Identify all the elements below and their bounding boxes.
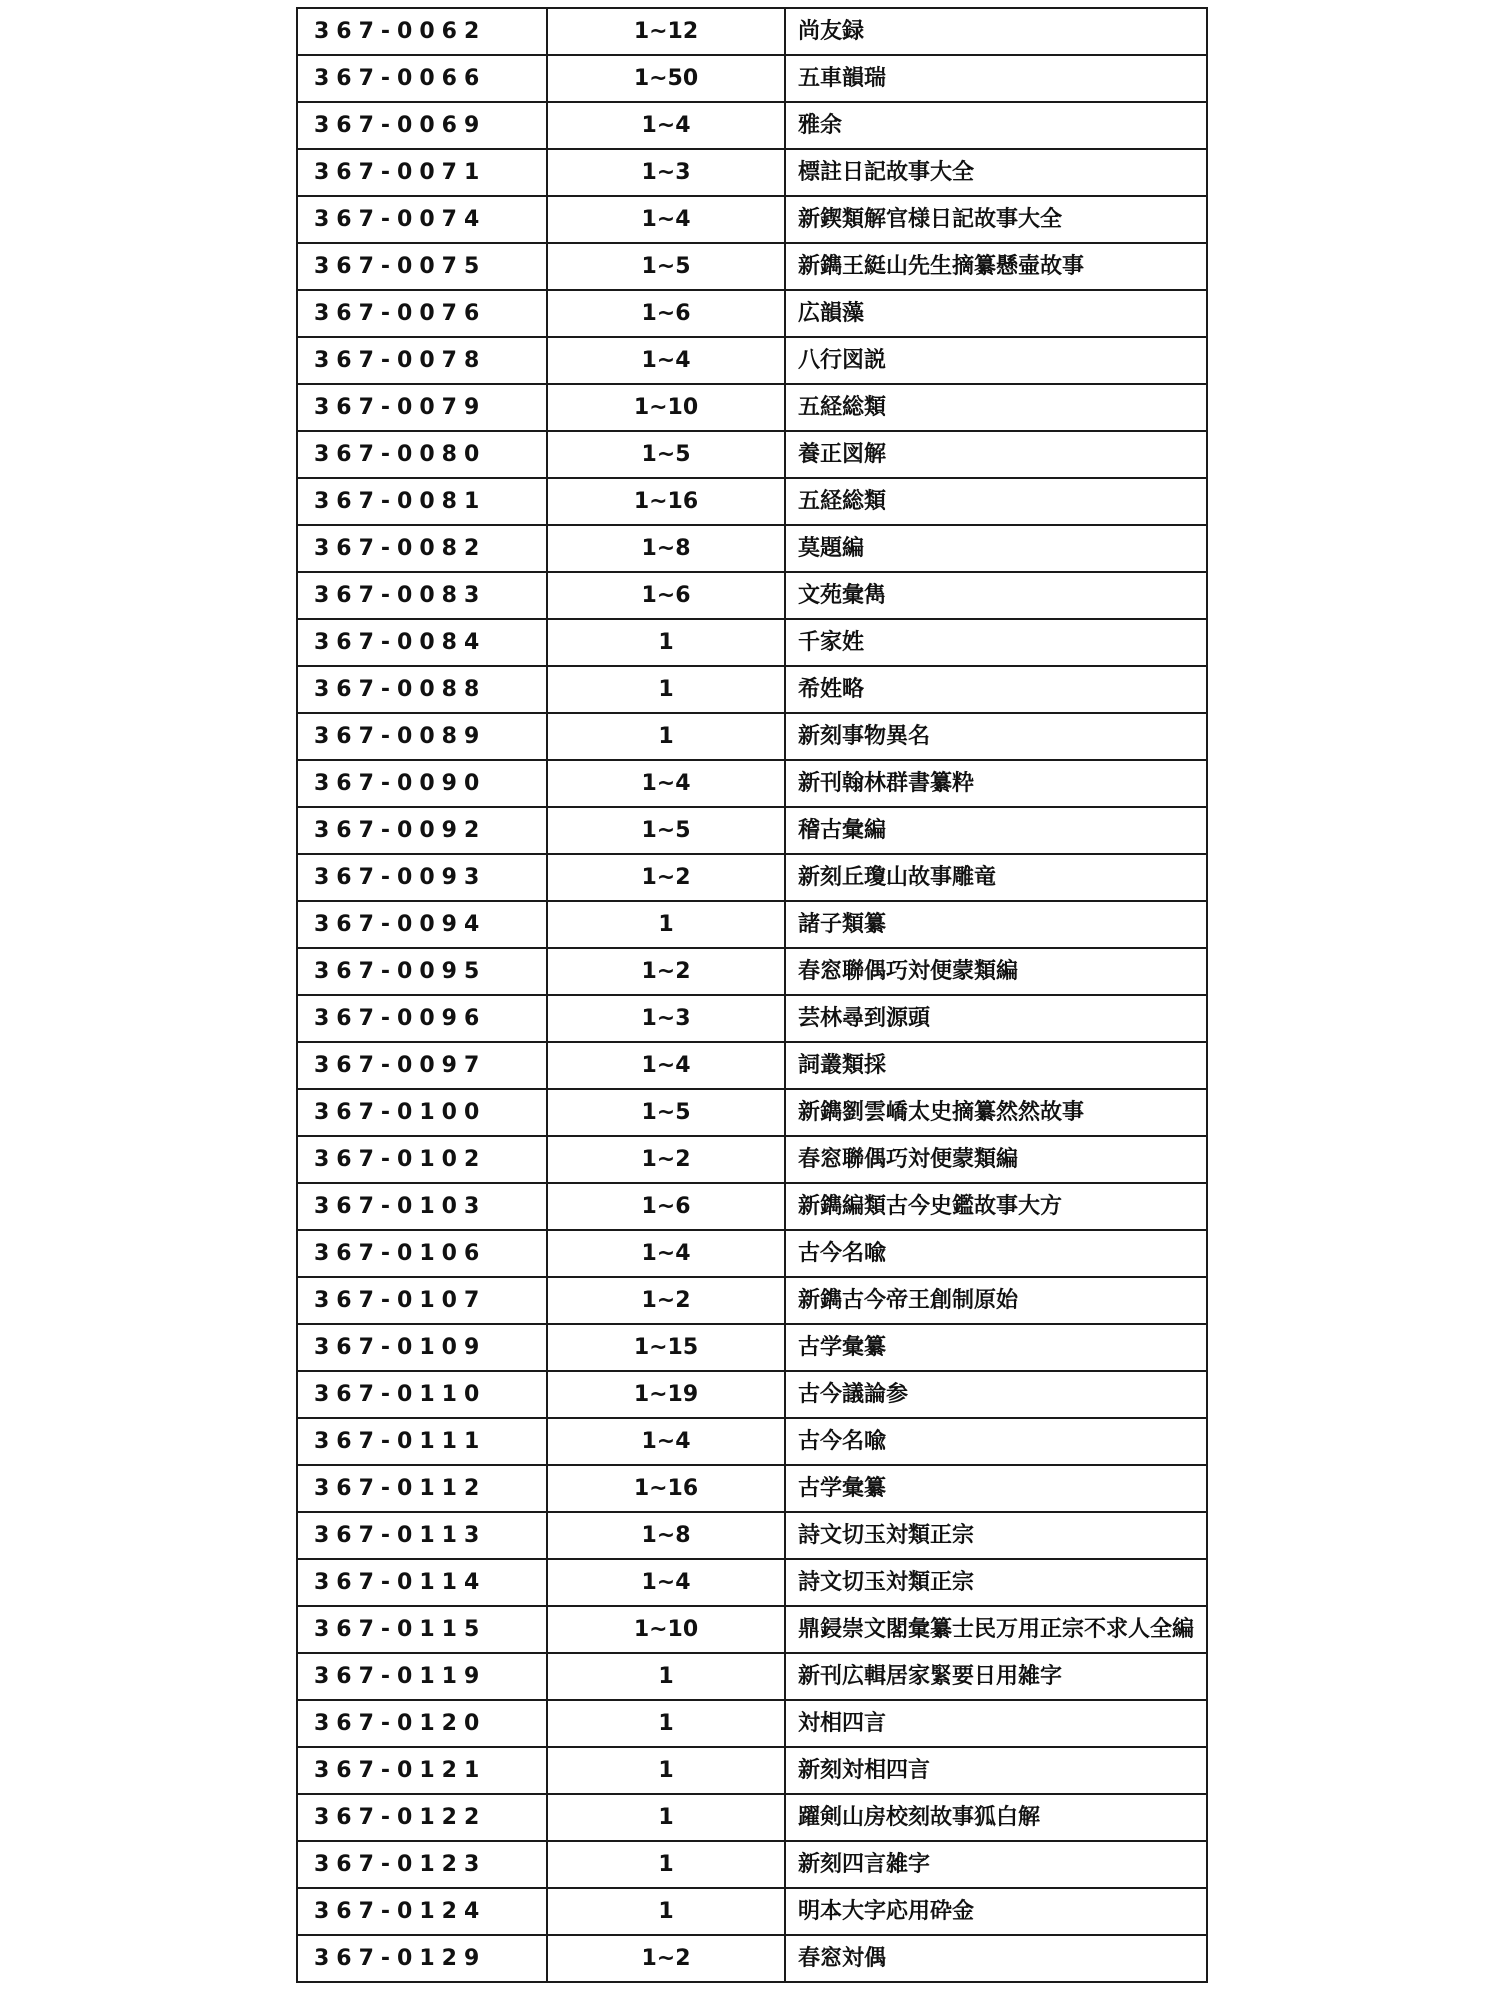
call-number-cell: 367-0084 (297, 619, 547, 666)
title-cell: 古学彙纂 (785, 1465, 1207, 1512)
call-number-cell: 367-0120 (297, 1700, 547, 1747)
call-number-cell: 367-0075 (297, 243, 547, 290)
call-number-cell: 367-0076 (297, 290, 547, 337)
title-cell: 鼎鋟崇文閣彙纂士民万用正宗不求人全編 (785, 1606, 1207, 1653)
call-number-cell: 367-0107 (297, 1277, 547, 1324)
volume-range-cell: 1~4 (547, 1559, 785, 1606)
table-row (297, 854, 1207, 901)
volume-range-cell: 1~2 (547, 1935, 785, 1982)
volume-range-cell: 1~19 (547, 1371, 785, 1418)
volume-range-cell: 1 (547, 1841, 785, 1888)
table-row (297, 1465, 1207, 1512)
catalog-body (297, 8, 1207, 1982)
title-cell: 五経総類 (785, 384, 1207, 431)
table-row (297, 901, 1207, 948)
call-number-cell: 367-0081 (297, 478, 547, 525)
table-row (297, 149, 1207, 196)
table-row (297, 666, 1207, 713)
table-row (297, 1841, 1207, 1888)
volume-range-cell: 1 (547, 1747, 785, 1794)
volume-range-cell: 1~4 (547, 196, 785, 243)
table-row (297, 713, 1207, 760)
volume-range-cell: 1~6 (547, 572, 785, 619)
volume-range-cell: 1~10 (547, 1606, 785, 1653)
volume-range-cell: 1~6 (547, 1183, 785, 1230)
volume-range-cell: 1 (547, 901, 785, 948)
title-cell: 春窓聯偶巧対便蒙類編 (785, 1136, 1207, 1183)
volume-range-cell: 1~10 (547, 384, 785, 431)
table-row (297, 1324, 1207, 1371)
call-number-cell: 367-0092 (297, 807, 547, 854)
title-cell: 対相四言 (785, 1700, 1207, 1747)
title-cell: 新刻四言雑字 (785, 1841, 1207, 1888)
table-row (297, 1606, 1207, 1653)
call-number-cell: 367-0123 (297, 1841, 547, 1888)
call-number-cell: 367-0062 (297, 8, 547, 55)
call-number-cell: 367-0112 (297, 1465, 547, 1512)
title-cell: 新刻対相四言 (785, 1747, 1207, 1794)
table-row (297, 1371, 1207, 1418)
title-cell: 新刻丘瓊山故事雕竜 (785, 854, 1207, 901)
call-number-cell: 367-0122 (297, 1794, 547, 1841)
volume-range-cell: 1~16 (547, 1465, 785, 1512)
table-row (297, 55, 1207, 102)
title-cell: 広韻藻 (785, 290, 1207, 337)
table-row (297, 337, 1207, 384)
title-cell: 新鐫古今帝王創制原始 (785, 1277, 1207, 1324)
title-cell: 芸林尋到源頭 (785, 995, 1207, 1042)
table-row (297, 290, 1207, 337)
call-number-cell: 367-0096 (297, 995, 547, 1042)
call-number-cell: 367-0102 (297, 1136, 547, 1183)
title-cell: 諸子類纂 (785, 901, 1207, 948)
call-number-cell: 367-0078 (297, 337, 547, 384)
volume-range-cell: 1~2 (547, 948, 785, 995)
table-row (297, 478, 1207, 525)
title-cell: 詩文切玉対類正宗 (785, 1559, 1207, 1606)
call-number-cell: 367-0066 (297, 55, 547, 102)
volume-range-cell: 1~15 (547, 1324, 785, 1371)
call-number-cell: 367-0114 (297, 1559, 547, 1606)
call-number-cell: 367-0074 (297, 196, 547, 243)
title-cell: 明本大字応用砕金 (785, 1888, 1207, 1935)
table-row (297, 196, 1207, 243)
title-cell: 新刊広輯居家緊要日用雑字 (785, 1653, 1207, 1700)
call-number-cell: 367-0071 (297, 149, 547, 196)
table-row (297, 1653, 1207, 1700)
volume-range-cell: 1 (547, 1794, 785, 1841)
call-number-cell: 367-0121 (297, 1747, 547, 1794)
call-number-cell: 367-0119 (297, 1653, 547, 1700)
table-row (297, 1230, 1207, 1277)
table-row (297, 948, 1207, 995)
table-row (297, 619, 1207, 666)
title-cell: 標註日記故事大全 (785, 149, 1207, 196)
table-row (297, 525, 1207, 572)
title-cell: 稽古彙編 (785, 807, 1207, 854)
volume-range-cell: 1~2 (547, 1136, 785, 1183)
volume-range-cell: 1 (547, 713, 785, 760)
call-number-cell: 367-0103 (297, 1183, 547, 1230)
title-cell: 新鍥類解官様日記故事大全 (785, 196, 1207, 243)
table-row (297, 1888, 1207, 1935)
volume-range-cell: 1 (547, 1700, 785, 1747)
volume-range-cell: 1~2 (547, 1277, 785, 1324)
title-cell: 八行図説 (785, 337, 1207, 384)
table-row (297, 8, 1207, 55)
table-row (297, 807, 1207, 854)
table-row (297, 1512, 1207, 1559)
title-cell: 五車韻瑞 (785, 55, 1207, 102)
table-row (297, 102, 1207, 149)
title-cell: 古学彙纂 (785, 1324, 1207, 1371)
volume-range-cell: 1~12 (547, 8, 785, 55)
title-cell: 古今名喩 (785, 1418, 1207, 1465)
title-cell: 春窓聯偶巧対便蒙類編 (785, 948, 1207, 995)
call-number-cell: 367-0089 (297, 713, 547, 760)
call-number-cell: 367-0088 (297, 666, 547, 713)
table-row (297, 243, 1207, 290)
call-number-cell: 367-0124 (297, 1888, 547, 1935)
volume-range-cell: 1~8 (547, 525, 785, 572)
call-number-cell: 367-0069 (297, 102, 547, 149)
table-row (297, 1700, 1207, 1747)
table-row (297, 760, 1207, 807)
title-cell: 新刻事物異名 (785, 713, 1207, 760)
call-number-cell: 367-0106 (297, 1230, 547, 1277)
catalog-table (296, 7, 1208, 1983)
volume-range-cell: 1 (547, 1653, 785, 1700)
volume-range-cell: 1~16 (547, 478, 785, 525)
table-row (297, 1136, 1207, 1183)
call-number-cell: 367-0129 (297, 1935, 547, 1982)
table-row (297, 1183, 1207, 1230)
call-number-cell: 367-0095 (297, 948, 547, 995)
volume-range-cell: 1 (547, 666, 785, 713)
call-number-cell: 367-0110 (297, 1371, 547, 1418)
table-row (297, 1277, 1207, 1324)
call-number-cell: 367-0093 (297, 854, 547, 901)
call-number-cell: 367-0079 (297, 384, 547, 431)
table-row (297, 1042, 1207, 1089)
call-number-cell: 367-0097 (297, 1042, 547, 1089)
volume-range-cell: 1~4 (547, 1230, 785, 1277)
table-row (297, 1747, 1207, 1794)
volume-range-cell: 1~2 (547, 854, 785, 901)
volume-range-cell: 1~5 (547, 243, 785, 290)
table-row (297, 572, 1207, 619)
title-cell: 詩文切玉対類正宗 (785, 1512, 1207, 1559)
volume-range-cell: 1~3 (547, 149, 785, 196)
volume-range-cell: 1~50 (547, 55, 785, 102)
table-row (297, 431, 1207, 478)
title-cell: 新刊翰林群書纂粋 (785, 760, 1207, 807)
volume-range-cell: 1 (547, 619, 785, 666)
call-number-cell: 367-0111 (297, 1418, 547, 1465)
volume-range-cell: 1~4 (547, 102, 785, 149)
title-cell: 文苑彙雋 (785, 572, 1207, 619)
title-cell: 詞叢類採 (785, 1042, 1207, 1089)
volume-range-cell: 1~4 (547, 337, 785, 384)
call-number-cell: 367-0080 (297, 431, 547, 478)
volume-range-cell: 1~4 (547, 1042, 785, 1089)
volume-range-cell: 1~6 (547, 290, 785, 337)
call-number-cell: 367-0094 (297, 901, 547, 948)
call-number-cell: 367-0083 (297, 572, 547, 619)
title-cell: 新鐫王綎山先生摘纂懸壷故事 (785, 243, 1207, 290)
call-number-cell: 367-0100 (297, 1089, 547, 1136)
call-number-cell: 367-0109 (297, 1324, 547, 1371)
title-cell: 尚友録 (785, 8, 1207, 55)
volume-range-cell: 1~4 (547, 760, 785, 807)
table-row (297, 1794, 1207, 1841)
title-cell: 莫題編 (785, 525, 1207, 572)
title-cell: 千家姓 (785, 619, 1207, 666)
call-number-cell: 367-0090 (297, 760, 547, 807)
volume-range-cell: 1~4 (547, 1418, 785, 1465)
table-row (297, 384, 1207, 431)
title-cell: 希姓略 (785, 666, 1207, 713)
title-cell: 五経総類 (785, 478, 1207, 525)
volume-range-cell: 1~3 (547, 995, 785, 1042)
volume-range-cell: 1~5 (547, 431, 785, 478)
table-row (297, 1418, 1207, 1465)
table-row (297, 1935, 1207, 1982)
call-number-cell: 367-0115 (297, 1606, 547, 1653)
volume-range-cell: 1~8 (547, 1512, 785, 1559)
title-cell: 新鐫劉雲嶠太史摘纂然然故事 (785, 1089, 1207, 1136)
volume-range-cell: 1~5 (547, 807, 785, 854)
title-cell: 新鐫編類古今史鑑故事大方 (785, 1183, 1207, 1230)
table-row (297, 1089, 1207, 1136)
title-cell: 古今名喩 (785, 1230, 1207, 1277)
title-cell: 躍剣山房校刻故事狐白解 (785, 1794, 1207, 1841)
title-cell: 養正図解 (785, 431, 1207, 478)
table-row (297, 995, 1207, 1042)
table-row (297, 1559, 1207, 1606)
title-cell: 古今議論参 (785, 1371, 1207, 1418)
title-cell: 春窓対偶 (785, 1935, 1207, 1982)
call-number-cell: 367-0113 (297, 1512, 547, 1559)
title-cell: 雅余 (785, 102, 1207, 149)
volume-range-cell: 1~5 (547, 1089, 785, 1136)
volume-range-cell: 1 (547, 1888, 785, 1935)
call-number-cell: 367-0082 (297, 525, 547, 572)
